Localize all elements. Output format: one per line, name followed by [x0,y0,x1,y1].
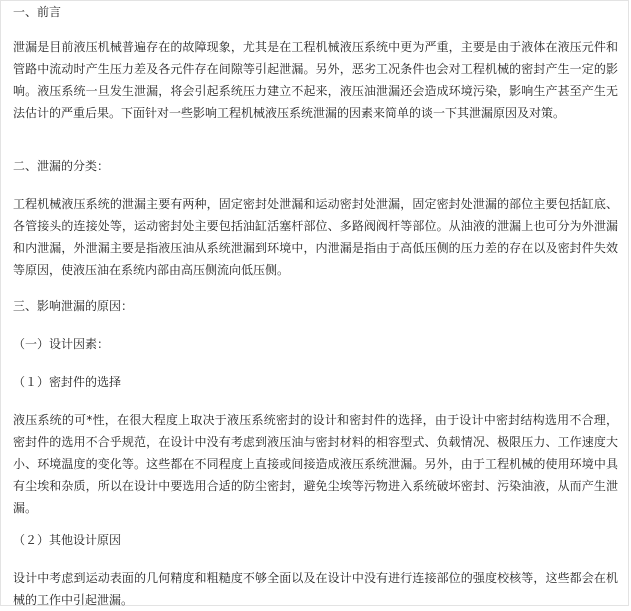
heading-seal-selection: （１）密封件的选择 [13,375,122,389]
heading-preface: 一、前言 [13,5,62,19]
paragraph-seal-selection: 液压系统的可*性，在很大程度上取决于液压系统密封的设计和密封件的选择，由于设计中密封结构选用不合理，密封件的选用不合乎规范，在设计中没有考虑到液压油与密封材料的相容型式、负载情况、极限压力、工作速度大小、环境温度的变化等。这些都在不同程度上直接或间接造成液压系统泄漏。另外，由于工程机械的使用环境中具有尘埃和杂质，所以在设计中要选用合适的防尘密封，避免尘埃等污物进入系统破坏密封、污染油液，从而产生泄漏。 [13,413,618,515]
heading-design-factors: （一）设计因素： [13,337,110,351]
paragraph-other-design-causes: 设计中考虑到运动表面的几何精度和粗糙度不够全面以及在设计中没有进行连接部位的强度校核等，这些都会在机械的工作中引起泄漏。 [13,571,618,607]
heading-classification: 二、泄漏的分类： [13,159,110,173]
heading-other-design-causes: （２）其他设计原因 [13,533,122,547]
heading-causes: 三、影响泄漏的原因： [13,299,134,313]
paragraph-preface: 泄漏是目前液压机械普遍存在的故障现象，尤其是在工程机械液压系统中更为严重，主要是由于液体在液压元件和管路中流动时产生压力差及各元件存在间隙等引起泄漏。另外，恶劣工况条件也会对工程机械的密封产生一定的影响。液压系统一旦发生泄漏，将会引起系统压力建立不起来，液压油泄漏还会造成环境污染，影响生产甚至产生无法估计的严重后果。下面针对一些影响工程机械液压系统泄漏的因素来简单的谈一下其泄漏原因及对策。 [13,40,618,120]
paragraph-classification: 工程机械液压系统的泄漏主要有两种，固定密封处泄漏和运动密封处泄漏，固定密封处泄漏的部位主要包括缸底、各管接头的连接处等，运动密封处主要包括油缸活塞杆部位、多路阀阀杆等部位。从油液的泄漏上也可分为外泄漏和内泄漏，外泄漏主要是指液压油从系统泄漏到环境中，内泄漏是指由于高低压侧的压力差的存在以及密封件失效等原因，使液压油在系统内部由高压侧流向低压侧。 [13,197,618,277]
